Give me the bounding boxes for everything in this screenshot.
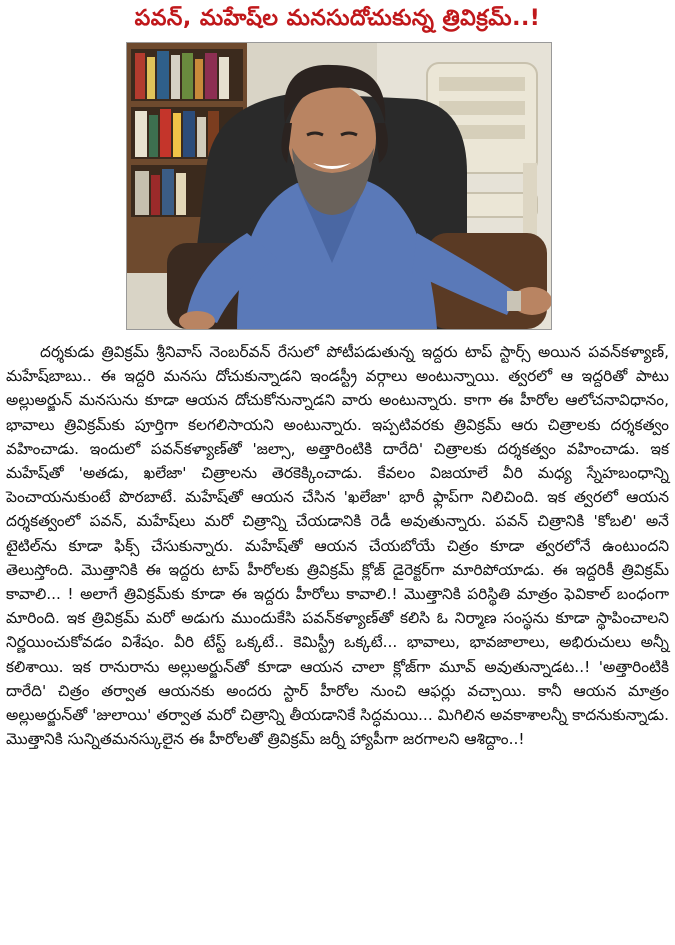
article-headline: పవన్, మహేష్‌ల మనసుదోచుకున్న త్రివిక్రమ్..!: [134, 6, 541, 31]
article-photo: [126, 42, 552, 330]
article-body: దర్శకుడు త్రివిక్రమ్ శ్రీనివాస్ నెంబర్‌వన్ రేసులో పోటీపడుతున్న ఇద్దరు టాప్ స్టార్స్ అయిన పవన్‌కళ్యాణ్, మహేష్‌బాబు.. ఈ ఇద్దరి మనసు దోచుకున్నాడని ఇండస్ట్రీ వర్గాలు అంటున్నాయి. త్వరలో ఆ ఇద్దరితో పాటు అల్లుఅర్జున్ మనసును కూడా ఆయన దోచుకోనున్నాడని వారు అంటున్నారు. కాగా ఈ హీరోల ఆలోచనావిధానం, భావాలు త్రివిక్రమ్‌కు పూర్తిగా కలగలిసాయని అంటున్నారు. ఇప్పటివరకు త్రివిక్రమ్ ఆరు చిత్రాలకు దర్శకత్వం వహించాడు. ఇందులో పవన్‌కళ్యాణ్‌తో 'జల్సా, అత్తారింటికి దారేది' చిత్రాలకు దర్శకత్వం వహించాడు. ఇక మహేష్‌తో 'అతడు, ఖలేజా' చిత్రాలను తెరకెక్కించాడు. కేవలం విజయాలే వీరి మధ్య స్నేహబంధాన్ని పెంచాయనుకుంటే పొరబాటే. మహేష్‌తో ఆయన చేసిన 'ఖలేజా' భారీ ఫ్లాప్‌గా నిలిచింది. ఇక త్వరలో ఆయన దర్శకత్వంలో పవన్, మహేష్‌లు మరో చిత్రాన్ని చేయడానికి రెడీ అవుతున్నారు. పవన్ చిత్రానికి 'కోబలి' అనే టైటిల్‌ను కూడా ఫిక్స్ చేసుకున్నారు. మహేష్‌తో ఆయన చేయబోయే చిత్రం కూడా త్వరలోనే ఉంటుందని తెలుస్తోంది. మొత్తానికి ఈ ఇద్దరు టాప్ హీరోలకు త్రివిక్రమ్ క్లోజ్ డైరెక్టర్‌గా మారిపోయాడు. ఈ ఇద్దరికీ త్రివిక్రమ్ కావాలి... ! అలాగే త్రివిక్రమ్‌కు కూడా ఈ ఇద్దరు హీరోలు కావాలి.! మొత్తానికి పరిస్థితి మాత్రం ఫెవికాల్ బంధంగా మారింది. ఇక త్రివిక్రమ్ మరో అడుగు ముందుకేసి పవన్‌కళ్యాణ్‌తో కలిసి ఓ నిర్మాణ సంస్థను కూడా స్థాపించాలని నిర్ణయించుకోవడం విశేషం. వీరి టేస్ట్ ఒక్కటే.. కెమిస్ట్రీ ఒక్కటే... భావాలు, భావజాలాలు, అభిరుచులు అన్నీ కలిశాయి. ఇక రానురాను అల్లుఅర్జున్‌తో కూడా ఆయన చాలా క్లోజ్‌గా మూవ్ అవుతున్నాడట..! 'అత్తారింటికి దారేది' చిత్రం తర్వాత ఆయనకు అందరు స్టార్ హీరోల నుంచి ఆఫర్లు వచ్చాయి. కానీ ఆయన మాత్రం అల్లుఅర్జున్‌తో 'జులాయి' తర్వాత మరో చిత్రాన్ని తీయడానికే సిద్ధమయి... మిగిలిన అవకాశాలన్నీ కాదనుకున్నాడు. మొత్తానికి సున్నితమనస్కులైన ఈ హీరోలతో త్రివిక్రమ్ జర్నీ హ్యాపీగా జరగాలని ఆశిద్దాం..!: [6, 343, 669, 749]
portrait-photo-icon: [127, 43, 551, 329]
